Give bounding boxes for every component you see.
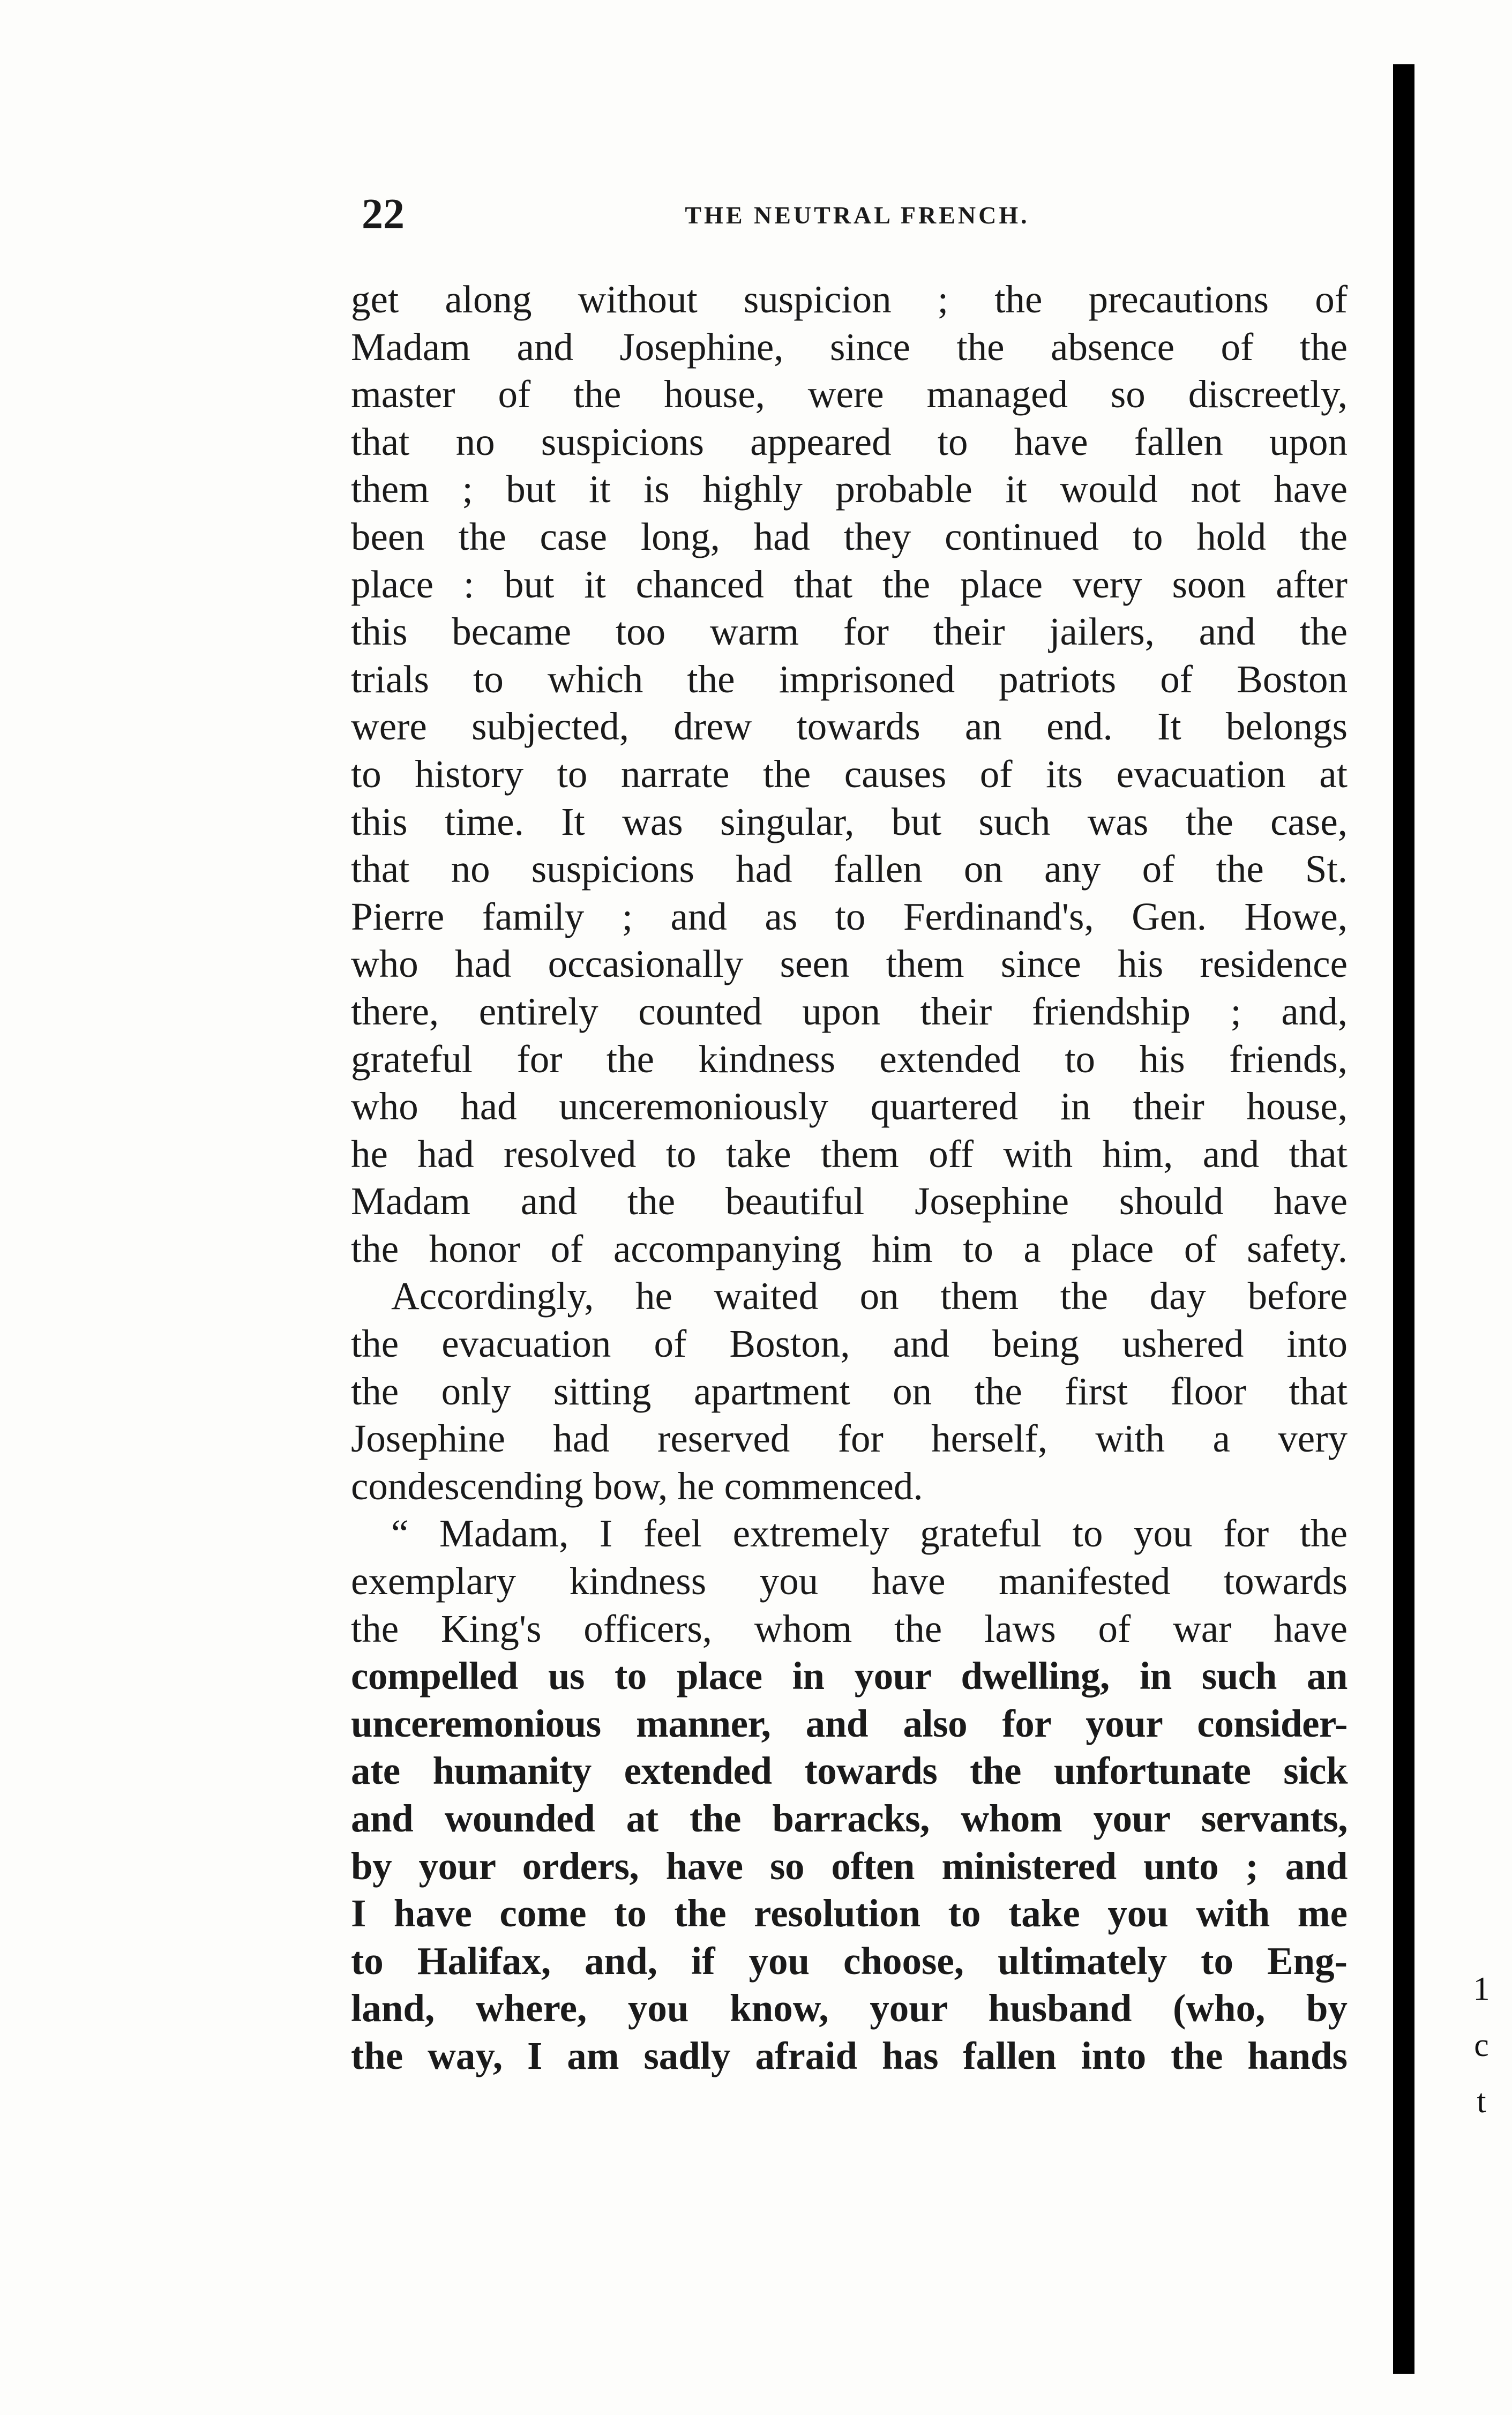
text-line: Madam and Josephine, since the absence of the (351, 325, 1348, 369)
text-line: the King's officers, whom the laws of war have (351, 1606, 1348, 1650)
text-line: exemplary kindness you have manifested towards (351, 1559, 1348, 1603)
text-line: by your orders, have so often ministered unto ; and (351, 1844, 1348, 1888)
margin-fragment: t (1477, 2083, 1486, 2120)
page-header (348, 188, 1366, 252)
text-line: Madam and the beautiful Josephine should have (351, 1179, 1348, 1223)
text-line: Pierre family ; and as to Ferdinand's, Gen. Howe, (351, 894, 1348, 938)
margin-fragment: 1 (1473, 1971, 1490, 2007)
text-line: them ; but it is highly probable it would not have (351, 467, 1348, 511)
scan-edge-shadow (1393, 64, 1414, 2374)
body-text (351, 276, 1348, 2080)
text-line: get along without suspicion ; the precautions of (351, 278, 1348, 321)
text-line: place : but it chanced that the place very soon after (351, 562, 1348, 606)
text-line: this time. It was singular, but such was the case, (351, 799, 1348, 843)
text-line: Accordingly, he waited on them the day before (391, 1274, 1348, 1318)
text-line: this became too warm for their jailers, and the (351, 610, 1348, 654)
text-line: the honor of accompanying him to a place of safety. (351, 1227, 1348, 1270)
text-line: to Halifax, and, if you choose, ultimately to Eng- (351, 1939, 1348, 1983)
text-line: compelled us to place in your dwelling, in such an (351, 1654, 1348, 1698)
text-line: who had occasionally seen them since his residence (351, 942, 1348, 986)
text-line: been the case long, had they continued to hold the (351, 514, 1348, 558)
running-head: THE NEUTRAL FRENCH. (685, 201, 1030, 229)
text-line: to history to narrate the causes of its evacuation at (351, 752, 1348, 796)
text-line: that no suspicions had fallen on any of the St. (351, 847, 1348, 891)
text-line: were subjected, drew towards an end. It belongs (351, 705, 1348, 749)
text-line: that no suspicions appeared to have fallen upon (351, 420, 1348, 463)
text-line: the way, I am sadly afraid has fallen into the hands (351, 2033, 1348, 2077)
text-line: Josephine had reserved for herself, with a very (351, 1417, 1348, 1461)
text-line: there, entirely counted upon their friendship ; and, (351, 989, 1348, 1033)
text-line: ate humanity extended towards the unfortunate sick (351, 1749, 1348, 1793)
text-line: the only sitting apartment on the first floor that (351, 1369, 1348, 1413)
adjacent-page-fragments (1465, 1961, 1498, 2130)
text-line: trials to which the imprisoned patriots of Boston (351, 657, 1348, 701)
margin-fragment: c (1474, 2027, 1489, 2063)
text-line: he had resolved to take them off with him, and that (351, 1132, 1348, 1176)
text-line: and wounded at the barracks, whom your servants, (351, 1797, 1348, 1840)
text-line: condescending bow, he commenced. (351, 1464, 923, 1508)
text-line: land, where, you know, your husband (who, by (351, 1986, 1348, 2030)
text-line: grateful for the kindness extended to his friends, (351, 1037, 1348, 1081)
text-line: “ Madam, I feel extremely grateful to you for the (391, 1512, 1348, 1556)
text-line: who had unceremoniously quartered in their house, (351, 1085, 1348, 1128)
page-number: 22 (362, 191, 405, 238)
text-line: unceremonious manner, and also for your consider- (351, 1701, 1348, 1745)
text-line: the evacuation of Boston, and being ushered into (351, 1322, 1348, 1366)
text-line: I have come to the resolution to take you with me (351, 1891, 1348, 1935)
text-line: master of the house, were managed so discreetly, (351, 372, 1348, 416)
